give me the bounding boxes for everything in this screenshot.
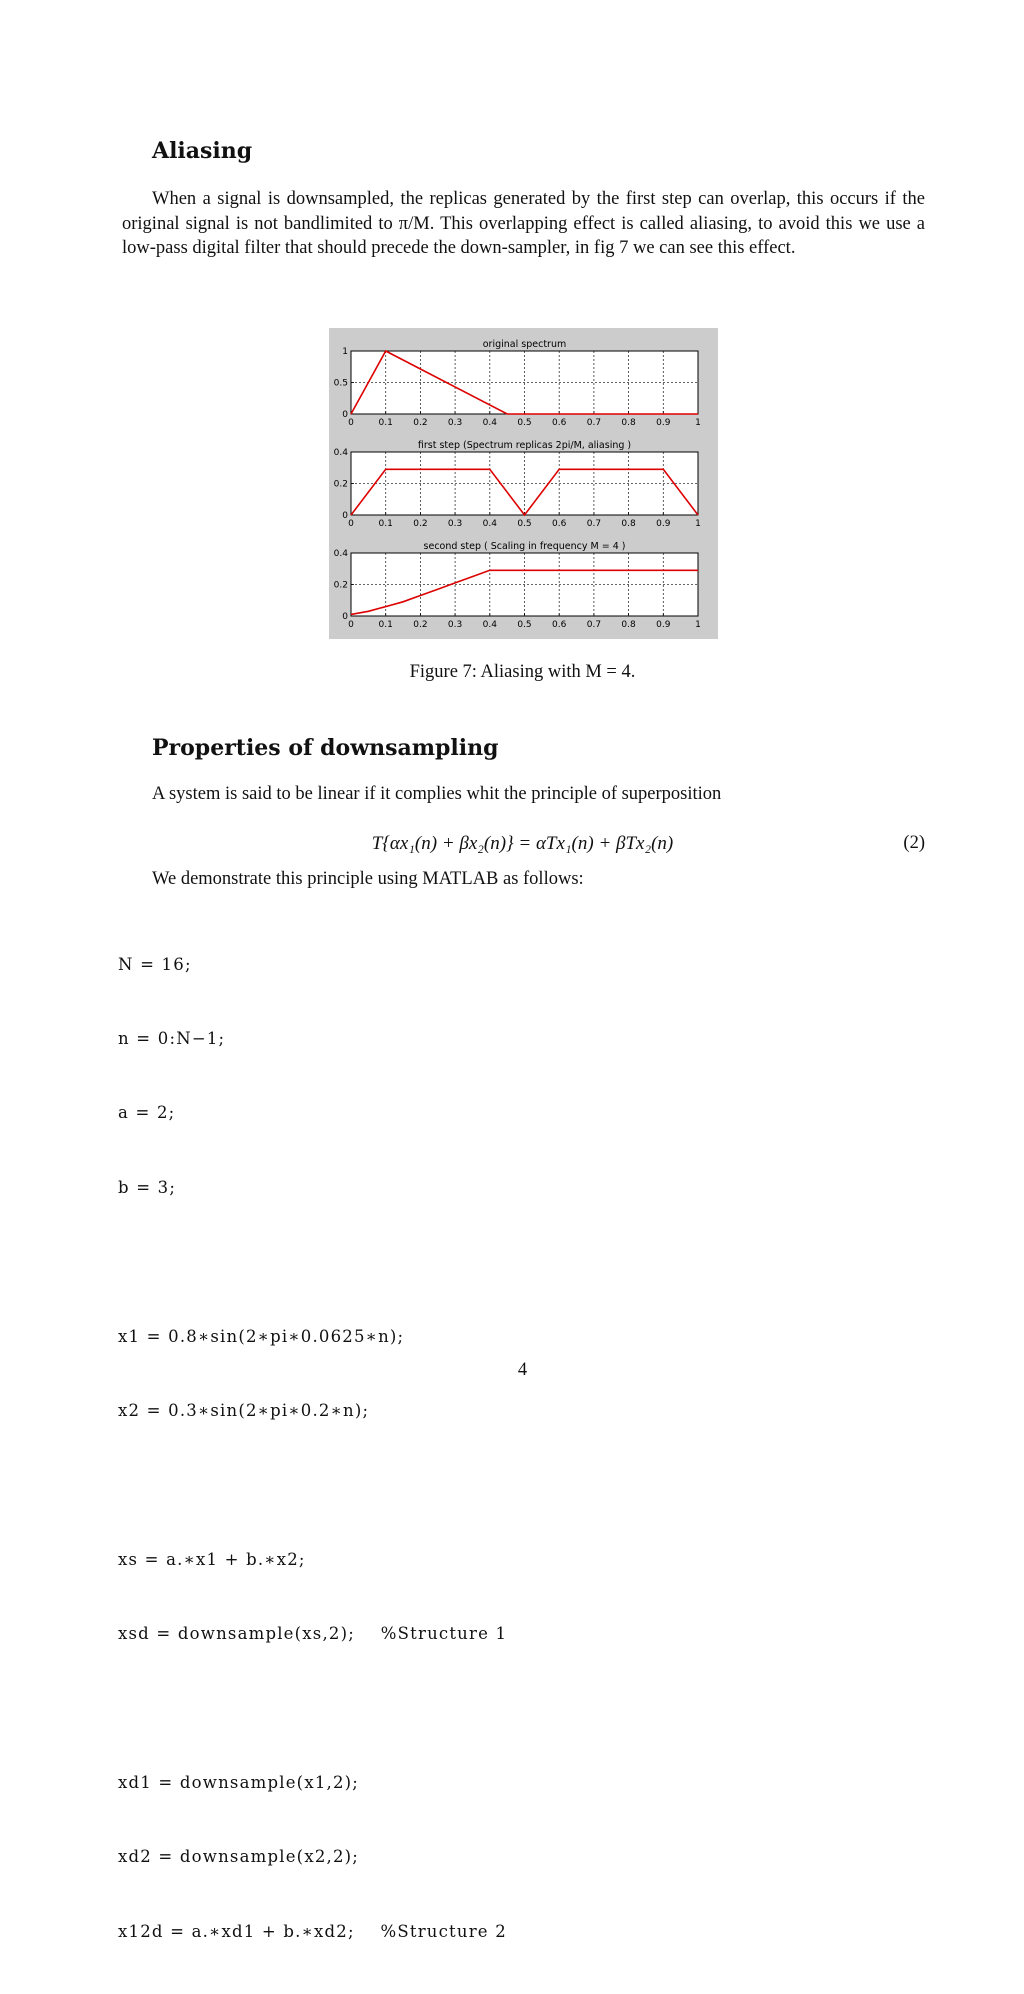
- x-tick-label: 0.4: [482, 620, 497, 630]
- x-tick-label: 0.1: [378, 519, 393, 529]
- code-line: [118, 1250, 507, 1275]
- y-tick-label: 0: [342, 612, 348, 622]
- code-line: b = 3;: [118, 1177, 177, 1197]
- code-line: xs = a.∗x1 + b.∗x2;: [118, 1549, 306, 1569]
- x-tick-label: 0.5: [517, 519, 532, 529]
- x-tick-label: 1: [695, 418, 701, 428]
- code-line: x12d = a.∗xd1 + b.∗xd2; %Structure 2: [118, 1921, 507, 1941]
- code-line: x2 = 0.3∗sin(2∗pi∗0.2∗n);: [118, 1400, 370, 1420]
- linearity-intro: A system is said to be linear if it complies whit the principle of superposition: [152, 784, 722, 804]
- x-tick-label: 0.6: [552, 418, 567, 428]
- plot-title: second step ( Scaling in frequency M = 4 ): [423, 541, 626, 552]
- x-tick-label: 1: [695, 620, 701, 630]
- y-tick-label: 0: [342, 410, 348, 420]
- x-tick-label: 0.4: [482, 418, 497, 428]
- figure-caption: Figure 7: Aliasing with M = 4.: [409, 662, 636, 682]
- code-line: x1 = 0.8∗sin(2∗pi∗0.0625∗n);: [118, 1326, 405, 1346]
- aliasing-paragraph: When a signal is downsampled, the replicas generated by the first step can overlap, this occurs if the original signal is not bandlimited to π/M. This overlapping effect is called aliasing, to avoid this we use a low-pass digital filter that should precede the down-sampler, in fig 7 we can see this effect.: [122, 189, 925, 259]
- x-tick-label: 0.2: [413, 620, 428, 630]
- y-tick-label: 1: [342, 347, 348, 357]
- superposition-equation: T{αx₁(n) + βx₂(n)} = αTx₁(n) + βTx₂(n): [371, 833, 674, 854]
- page-number: 4: [517, 1360, 528, 1380]
- x-tick-label: 0.6: [552, 519, 567, 529]
- code-line: n = 0:N−1;: [118, 1028, 226, 1048]
- x-tick-label: 0: [348, 620, 354, 630]
- x-tick-label: 0: [348, 519, 354, 529]
- x-tick-label: 0.3: [447, 418, 463, 428]
- x-tick-label: 1: [695, 519, 701, 529]
- plot-title: first step (Spectrum replicas 2pi/M, aliasing ): [417, 440, 632, 451]
- y-tick-label: 0.4: [333, 549, 348, 559]
- code-line: xsd = downsample(xs,2); %Structure 1: [118, 1624, 508, 1644]
- x-tick-label: 0.9: [656, 620, 671, 630]
- x-tick-label: 0.9: [656, 418, 671, 428]
- y-tick-label: 0.2: [333, 479, 348, 490]
- x-tick-label: 0.4: [482, 519, 497, 529]
- x-tick-label: 0.1: [378, 620, 393, 630]
- equation-number: (2): [903, 833, 925, 853]
- code-line: a = 2;: [118, 1103, 176, 1123]
- x-tick-label: 0.5: [517, 418, 532, 428]
- matlab-intro: We demonstrate this principle using MATLAB as follows:: [152, 869, 584, 889]
- x-tick-label: 0.8: [621, 418, 636, 428]
- x-tick-label: 0.3: [447, 620, 463, 630]
- y-tick-label: 0.2: [333, 580, 348, 591]
- code-line: xd1 = downsample(x1,2);: [118, 1772, 360, 1792]
- section-title-aliasing: Aliasing: [152, 138, 253, 164]
- x-tick-label: 0.5: [517, 620, 532, 630]
- code-line: [118, 1697, 507, 1722]
- y-tick-label: 0: [342, 511, 348, 521]
- x-tick-label: 0.3: [447, 519, 463, 529]
- y-tick-label: 0.4: [333, 448, 348, 458]
- x-tick-label: 0.2: [413, 519, 428, 529]
- x-tick-label: 0.8: [621, 519, 636, 529]
- x-tick-label: 0.7: [586, 519, 602, 529]
- x-tick-label: 0.6: [552, 620, 567, 630]
- x-tick-label: 0.9: [656, 519, 671, 529]
- plot-title: original spectrum: [482, 339, 567, 350]
- y-tick-label: 0.5: [333, 378, 348, 389]
- x-tick-label: 0.7: [586, 418, 602, 428]
- code-line: xd2 = downsample(x2,2);: [118, 1847, 360, 1867]
- x-tick-label: 0.2: [413, 418, 428, 428]
- aliasing-plots: [329, 328, 718, 639]
- code-line: N = 16;: [118, 954, 192, 974]
- figure-7: [329, 328, 718, 639]
- x-tick-label: 0.7: [586, 620, 602, 630]
- x-tick-label: 0: [348, 418, 354, 428]
- x-tick-label: 0.1: [378, 418, 393, 428]
- code-line: [118, 1473, 507, 1498]
- section-title-properties: Properties of downsampling: [152, 735, 499, 761]
- x-tick-label: 0.8: [621, 620, 636, 630]
